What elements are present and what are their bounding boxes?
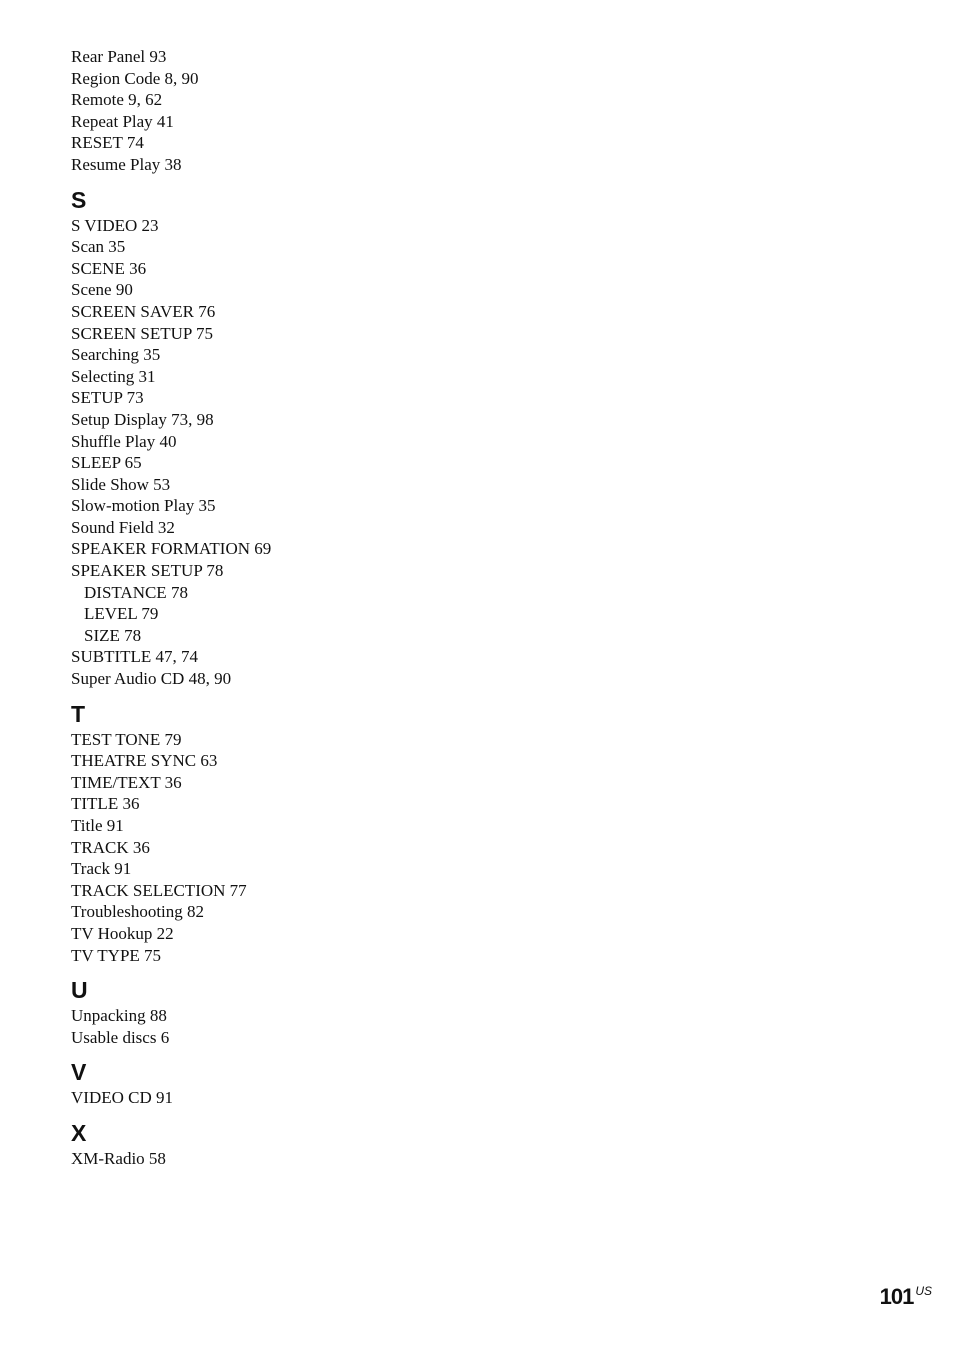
index-entry: SLEEP 65 bbox=[71, 453, 142, 473]
page-region-superscript: US bbox=[915, 1284, 932, 1298]
index-entry: Repeat Play 41 bbox=[71, 111, 174, 131]
index-entry: Rear Panel 93 bbox=[71, 47, 167, 66]
index-entry: XM-Radio 58 bbox=[71, 1148, 166, 1168]
index-entry: Unpacking 88 bbox=[71, 1006, 167, 1026]
index-entry: Sound Field 32 bbox=[71, 517, 175, 537]
index-entry: TRACK 36 bbox=[71, 837, 150, 857]
index-entry: Usable discs 6 bbox=[71, 1027, 170, 1047]
page-number bbox=[880, 1284, 932, 1310]
index-subentry: DISTANCE 78 bbox=[84, 582, 188, 602]
index-entry: SCREEN SETUP 75 bbox=[71, 323, 214, 343]
index-subentry: LEVEL 79 bbox=[84, 604, 159, 624]
section-entry-list bbox=[71, 1005, 491, 1048]
index-entry: Resume Play 38 bbox=[71, 154, 182, 174]
index-section-x bbox=[71, 1120, 491, 1170]
index-entry: Selecting 31 bbox=[71, 366, 156, 386]
index-entry: TITLE 36 bbox=[71, 794, 140, 814]
index-subentry: SIZE 78 bbox=[84, 625, 142, 645]
index-section-u bbox=[71, 977, 491, 1048]
index-lead-entries bbox=[71, 46, 491, 176]
index-sections bbox=[71, 187, 491, 1170]
index-entry: TIME/TEXT 36 bbox=[71, 772, 182, 792]
index-entry: SPEAKER FORMATION 69 bbox=[71, 539, 272, 559]
page-number-value: 101 bbox=[879, 1284, 914, 1309]
index-entry: Title 91 bbox=[71, 816, 124, 835]
index-entry: TV TYPE 75 bbox=[71, 945, 162, 965]
index-entry: Region Code 8, 90 bbox=[71, 68, 199, 88]
section-letter-heading: S bbox=[71, 186, 87, 213]
section-letter-heading: V bbox=[71, 1059, 87, 1086]
index-entry: S VIDEO 23 bbox=[71, 215, 159, 235]
section-entry-list bbox=[71, 1087, 491, 1109]
index-entry: RESET 74 bbox=[71, 133, 144, 153]
index-entry: Scan 35 bbox=[71, 237, 126, 257]
index-entry: Slow-motion Play 35 bbox=[71, 496, 216, 516]
index-section-t bbox=[71, 701, 491, 967]
index-entry: SCREEN SAVER 76 bbox=[71, 301, 216, 321]
section-entry-list bbox=[71, 1148, 491, 1170]
index-column bbox=[71, 46, 491, 1170]
section-letter-heading: U bbox=[71, 977, 88, 1004]
index-entry: VIDEO CD 91 bbox=[71, 1088, 173, 1108]
index-section-v bbox=[71, 1059, 491, 1109]
index-entry: SPEAKER SETUP 78 bbox=[71, 561, 224, 581]
index-entry: Slide Show 53 bbox=[71, 474, 171, 494]
section-entry-list bbox=[71, 215, 491, 690]
section-letter-heading: T bbox=[71, 700, 86, 727]
index-entry: TV Hookup 22 bbox=[71, 923, 174, 943]
index-entry: Track 91 bbox=[71, 859, 132, 879]
index-entry: Scene 90 bbox=[71, 280, 133, 300]
index-section-s bbox=[71, 187, 491, 690]
section-entry-list bbox=[71, 729, 491, 967]
index-entry: TEST TONE 79 bbox=[71, 729, 182, 749]
index-entry: Troubleshooting 82 bbox=[71, 902, 205, 922]
index-entry: Searching 35 bbox=[71, 345, 161, 365]
index-entry: Super Audio CD 48, 90 bbox=[71, 669, 232, 689]
index-entry: SUBTITLE 47, 74 bbox=[71, 647, 199, 667]
index-entry: SCENE 36 bbox=[71, 258, 147, 278]
index-entry: TRACK SELECTION 77 bbox=[71, 880, 247, 900]
index-entry: Setup Display 73, 98 bbox=[71, 409, 214, 429]
index-entry: SETUP 73 bbox=[71, 388, 144, 408]
index-entry: Shuffle Play 40 bbox=[71, 431, 177, 451]
section-letter-heading: X bbox=[71, 1119, 87, 1146]
index-entry: THEATRE SYNC 63 bbox=[71, 751, 218, 771]
index-entry: Remote 9, 62 bbox=[71, 90, 163, 110]
